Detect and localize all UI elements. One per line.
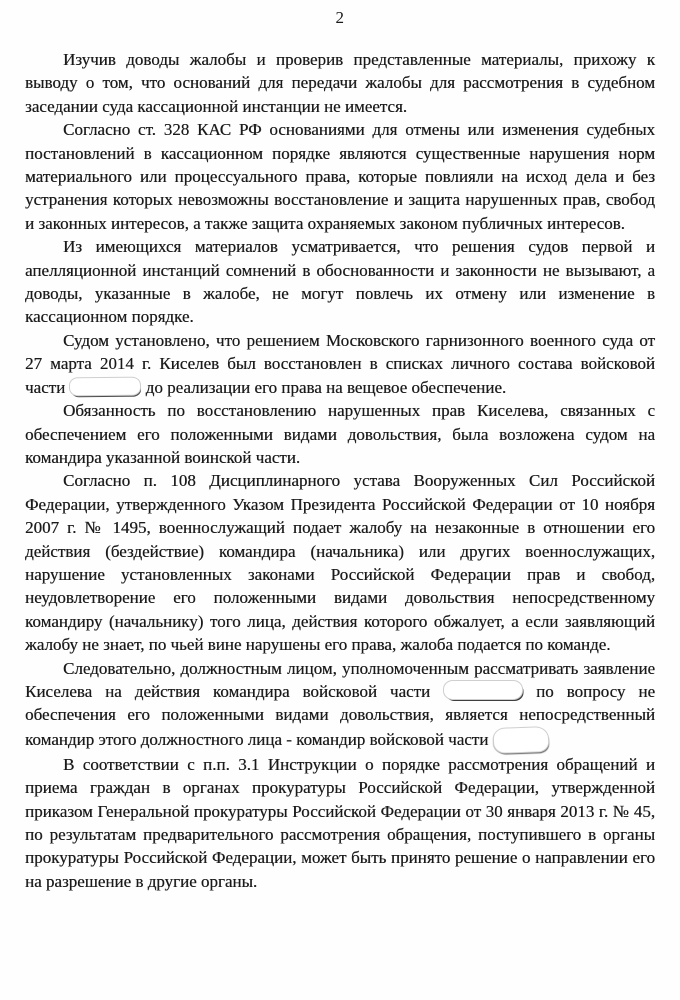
- paragraph-text: Согласно ст. 328 КАС РФ основаниями для отмены или изменения судебных постановлений в кассационном порядке являются существенные нарушения норм материального или процессуального права, которые повлияли на исход дела и без устранения которых невозможны восстановление и защита нарушенных прав, свобод и законных интересов, а также защита охраняемых законом публичных интересов.: [25, 120, 655, 233]
- paragraph-text: Следовательно, должностным лицом, уполномоченным рассматривать заявление Киселева на действия командира войсковой части: [25, 658, 655, 701]
- paragraph-text: Изучив доводы жалобы и проверив представленные материалы, прихожу к выводу о том, что оснований для передачи жалобы для рассмотрения в судебном заседании суда кассационной инстанции не имеется.: [25, 50, 655, 116]
- page-number: 2: [335, 8, 345, 27]
- paragraph-text: В соответствии с п.п. 3.1 Инструкции о порядке рассмотрения обращений и приема граждан в органах прокуратуры Российской Федерации, утвержденной приказом Генеральной прокуратуры Российской Федерации от 30 января 2013 г. № 45, по результатам предварительного рассмотрения обращения, поступившего в органы прокуратуры Российской Федерации, может быть принято решение о направлении его на разрешение в другие органы.: [25, 754, 655, 891]
- paragraph-3: [25, 235, 655, 329]
- paragraph-text: по вопросу не обеспечения его положенными видами довольствия, является непосредственный командир этого должностного лица - командир войсковой части: [25, 681, 656, 749]
- paragraph-1: [25, 48, 655, 118]
- paragraph-text: Согласно п. 108 Дисциплинарного устава Вооруженных Сил Российской Федерации, утвержденного Указом Президента Российской Федерации от 10 ноября 2007 г. № 1495, военнослужащий подает жалобу на незаконные в отношении его действия (бездействие) командира (начальника) или других военнослужащих, нарушение установленных законами Российской Федерации прав и свобод, неудовлетворение его положенными видами довольствия непосредственному командиру (начальнику) того лица, действия которого обжалует, а если заявляющий жалобу не знает, по чьей вине нарушены его права, жалоба подается по команде.: [25, 471, 655, 655]
- redaction-whiteout-blot-1: [69, 376, 141, 396]
- paragraph-4: [25, 329, 655, 399]
- paragraph-5: [25, 399, 655, 469]
- paragraph-6: [25, 469, 655, 656]
- redaction-whiteout-blot-2: [443, 680, 523, 700]
- paragraph-2: [25, 118, 655, 235]
- paragraph-text: до реализации его права на вещевое обеспечение.: [145, 377, 507, 397]
- paragraph-8: [25, 753, 655, 893]
- paragraph-text: Судом установлено, что решением Московского гарнизонного военного суда от 27 марта 2014 г. Киселев был восстановлен в списках личного состава войсковой части: [25, 330, 655, 397]
- redaction-whiteout-blot-3: [492, 726, 549, 754]
- paragraph-7: [25, 657, 655, 753]
- document-body: [25, 48, 655, 893]
- paragraph-text: Из имеющихся материалов усматривается, что решения судов первой и апелляционной инстанций сомнений в обоснованности и законности не вызывают, а доводы, указанные в жалобе, не могут повлечь их отмену или изменение в кассационном порядке.: [25, 237, 655, 327]
- paragraph-text: Обязанность по восстановлению нарушенных прав Киселева, связанных с обеспечением его положенными видами довольствия, была возложена судом на командира указанной воинской части.: [25, 401, 655, 467]
